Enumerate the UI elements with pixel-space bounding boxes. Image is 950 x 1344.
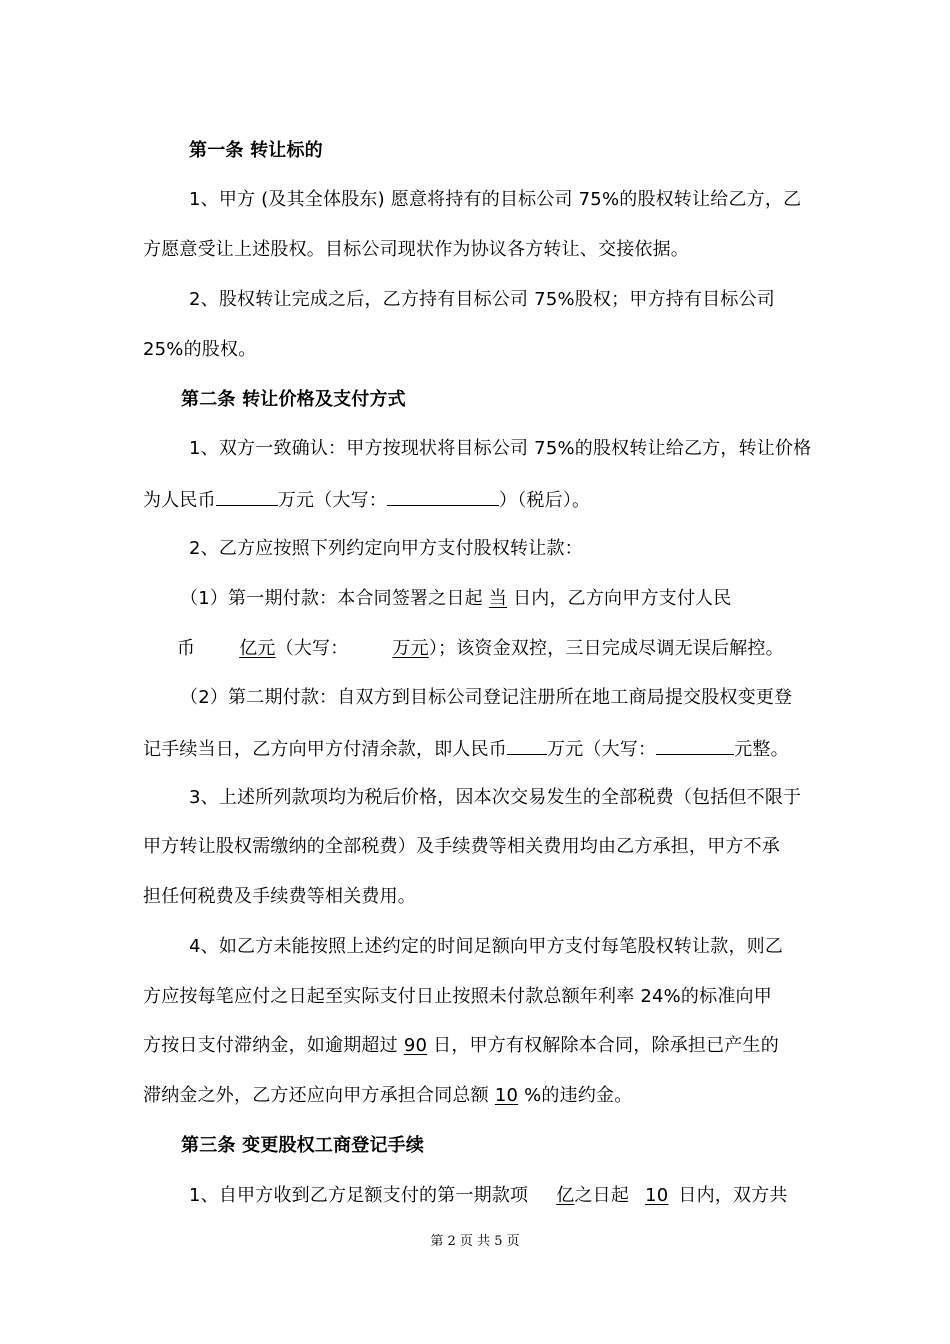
article-1-para-2-line-1: 2、股权转让完成之后，乙方持有目标公司 75%股权；甲方持有目标公司 xyxy=(189,289,775,310)
installment-2-words-prefix: 万元（大写： xyxy=(547,739,657,760)
article-1-para-2-line-2: 25%的股权。 xyxy=(143,339,257,360)
installment-2-words-blank xyxy=(656,736,734,755)
article-2-heading: 第二条 转让价格及支付方式 xyxy=(181,389,406,410)
price-words-prefix: 万元（大写： xyxy=(277,490,388,511)
installment-2-amount-blank xyxy=(507,736,547,755)
price-amount-blank xyxy=(216,487,278,506)
price-suffix: ）（税后）。 xyxy=(499,490,591,511)
registration-text-a: 1、自甲方收到乙方足额支付的第一期款项 xyxy=(189,1185,529,1206)
late-fee-text-a: 方按日支付滞纳金，如逾期超过 xyxy=(143,1035,398,1056)
overdue-days: 90 xyxy=(403,1035,428,1056)
registration-days: 10 xyxy=(645,1185,669,1206)
article-2-para-3-line-2: 甲方转让股权需缴纳的全部税费）及手续费等相关费用均由乙方承担，甲方不承 xyxy=(143,836,780,857)
installment-1-words-unit: 万元 xyxy=(392,638,429,659)
article-2-para-4-line-2: 方应按每笔应付之日起至实际支付日止按照未付款总额年利率 24%的标准向甲 xyxy=(143,986,772,1007)
installment-1-text-a: （1）第一期付款：本合同签署之日起 xyxy=(180,588,483,609)
article-3-para-1-line-1 xyxy=(189,1184,788,1208)
penalty-text-b: %的违约金。 xyxy=(524,1085,633,1106)
installment-2-text-a: 记手续当日，乙方向甲方付清余款，即人民币 xyxy=(143,739,507,760)
article-2-para-3-line-3: 担任何税费及手续费等相关费用。 xyxy=(143,886,416,907)
article-2-para-2: 2、乙方应按照下列约定向甲方支付股权转让款： xyxy=(189,538,583,559)
installment-1-currency: 币 xyxy=(177,638,196,659)
article-2-para-4-line-4 xyxy=(143,1084,632,1108)
article-2-para-1-line-1: 1、双方一致确认：甲方按现状将目标公司 75%的股权转让给乙方，转让价格 xyxy=(189,438,812,459)
installment-1-line-2 xyxy=(177,637,784,661)
installment-1-unit: 亿元 xyxy=(239,638,276,659)
installment-1-text-c: ）；该资金双控，三日完成尽调无误后解控。 xyxy=(428,638,784,659)
article-1-para-1-line-2: 方愿意受让上述股权。目标公司现状作为协议各方转让、交接依据。 xyxy=(143,239,689,260)
article-1-heading: 第一条 转让标的 xyxy=(189,140,323,161)
penalty-percent: 10 xyxy=(494,1085,519,1106)
installment-1-text-b: 日内，乙方向甲方支付人民 xyxy=(513,588,732,609)
late-fee-text-b: 日，甲方有权解除本合同，除承担已产生的 xyxy=(433,1035,779,1056)
installment-2-line-2 xyxy=(143,736,789,762)
article-1-para-1-line-1: 1、甲方 (及其全体股东) 愿意将持有的目标公司 75%的股权转让给乙方，乙 xyxy=(189,189,802,210)
article-2-para-4-line-3 xyxy=(143,1034,779,1058)
article-2-para-3-line-1: 3、上述所列款项均为税后价格，因本次交易发生的全部税费（包括但不限于 xyxy=(189,787,802,808)
penalty-text-a: 滞纳金之外，乙方还应向甲方承担合同总额 xyxy=(143,1085,489,1106)
article-3-heading: 第三条 变更股权工商登记手续 xyxy=(181,1135,425,1156)
article-2-para-1-line-2 xyxy=(143,487,590,513)
registration-text-b: 之日起 xyxy=(574,1185,630,1206)
article-2-para-4-line-1: 4、如乙方未能按照上述约定的时间足额向甲方支付每笔股权转让款，则乙 xyxy=(189,936,784,957)
installment-2-text-c: 元整。 xyxy=(734,739,789,760)
installment-2-line-1: （2）第二期付款：自双方到目标公司登记注册所在地工商局提交股权变更登 xyxy=(180,687,793,708)
price-words-blank xyxy=(387,487,499,506)
registration-text-c: 日内，双方共 xyxy=(678,1185,788,1206)
registration-unit: 亿 xyxy=(556,1185,575,1206)
installment-1-line-1 xyxy=(180,587,731,611)
installment-1-words-prefix: （大写： xyxy=(275,638,349,659)
installment-1-day: 当 xyxy=(488,588,508,609)
price-prefix: 为人民币 xyxy=(143,490,216,511)
page-footer: 第 2 页 共 5 页 xyxy=(430,1234,520,1249)
